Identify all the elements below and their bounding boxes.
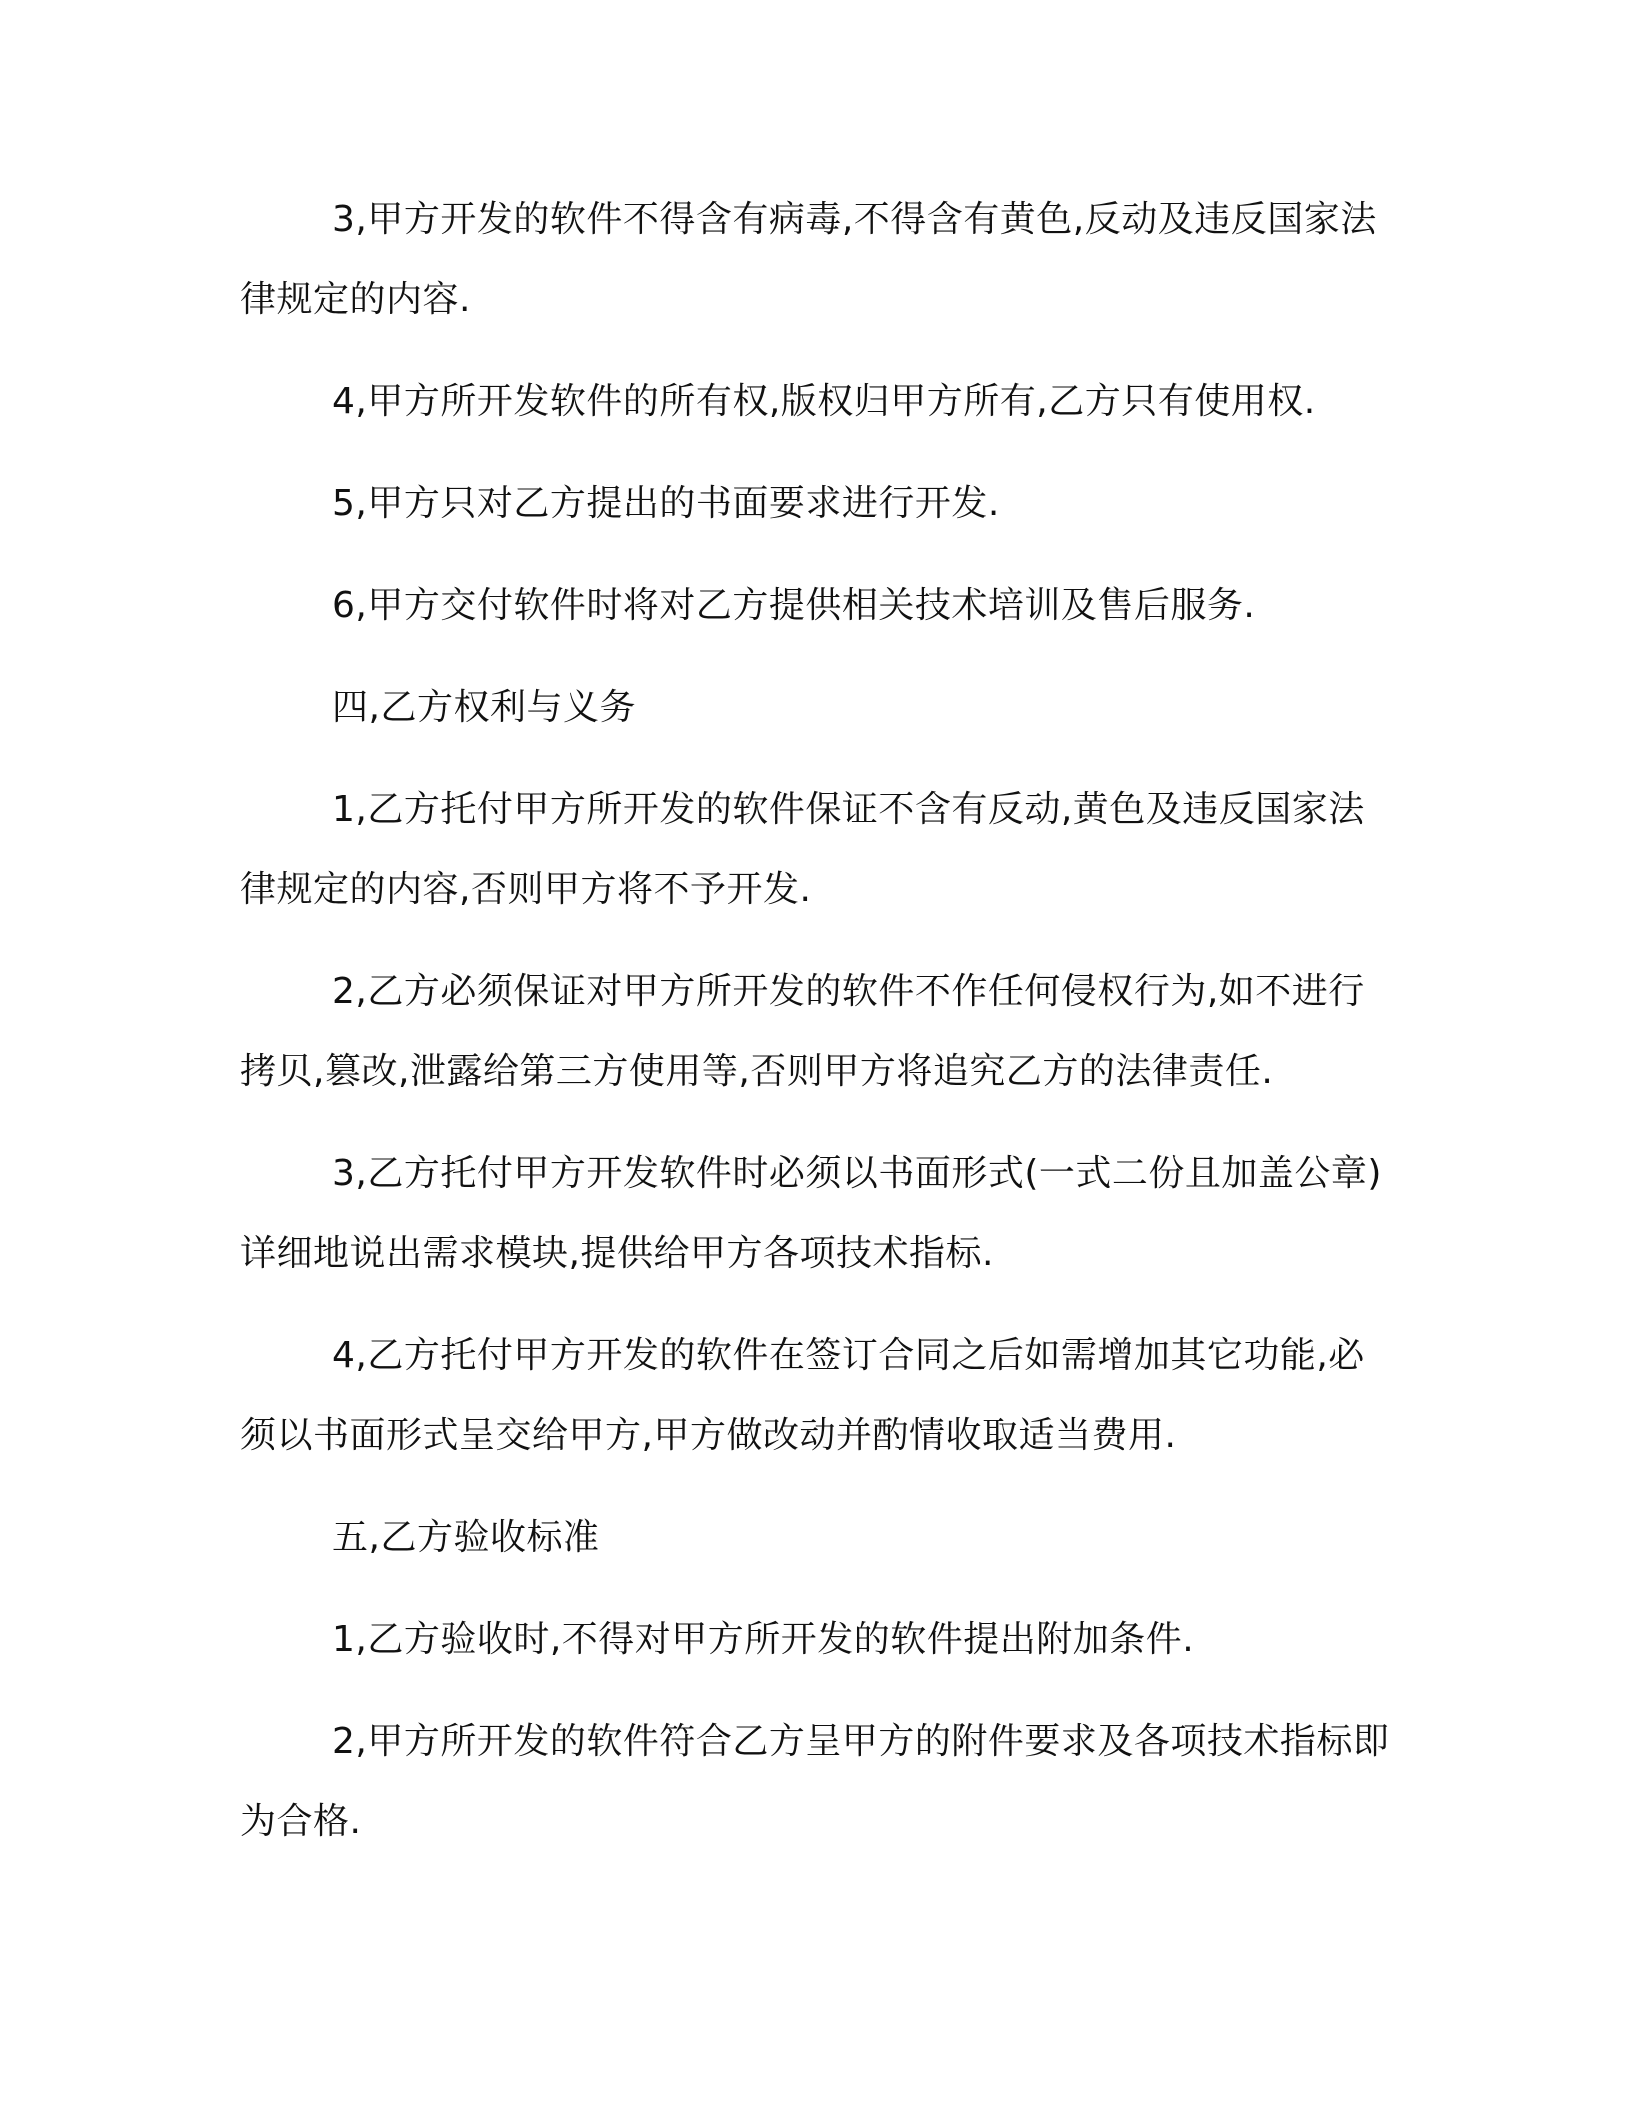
- section-heading-party-b-rights: 四,乙方权利与义务: [332, 687, 636, 728]
- clause-party-b-3: 3,乙方托付甲方开发软件时必须以书面形式(一式二份且加盖公章)详细地说出需求模块,提供给甲方各项技术指标.: [240, 1153, 1382, 1274]
- clause-party-b-4: 4,乙方托付甲方开发的软件在签订合同之后如需增加其它功能,必须以书面形式呈交给甲方,甲方做改动并酌情收取适当费用.: [240, 1335, 1365, 1456]
- section-heading-acceptance: 五,乙方验收标准: [332, 1517, 600, 1558]
- clause-party-b-1: 1,乙方托付甲方所开发的软件保证不含有反动,黄色及违反国家法律规定的内容,否则甲方将不予开发.: [240, 789, 1365, 910]
- clause-acceptance-2: 2,甲方所开发的软件符合乙方呈甲方的附件要求及各项技术指标即为合格.: [240, 1721, 1390, 1842]
- document-body: [240, 180, 1400, 1884]
- clause-party-a-6: 6,甲方交付软件时将对乙方提供相关技术培训及售后服务.: [332, 585, 1256, 626]
- clause-party-a-4: 4,甲方所开发软件的所有权,版权归甲方所有,乙方只有使用权.: [332, 381, 1316, 422]
- clause-party-a-5: 5,甲方只对乙方提出的书面要求进行开发.: [332, 483, 1000, 524]
- clause-party-a-3: 3,甲方开发的软件不得含有病毒,不得含有黄色,反动及违反国家法律规定的内容.: [240, 199, 1377, 320]
- clause-acceptance-1: 1,乙方验收时,不得对甲方所开发的软件提出附加条件.: [332, 1619, 1195, 1660]
- clause-party-b-2: 2,乙方必须保证对甲方所开发的软件不作任何侵权行为,如不进行拷贝,篡改,泄露给第三方使用等,否则甲方将追究乙方的法律责任.: [240, 971, 1365, 1092]
